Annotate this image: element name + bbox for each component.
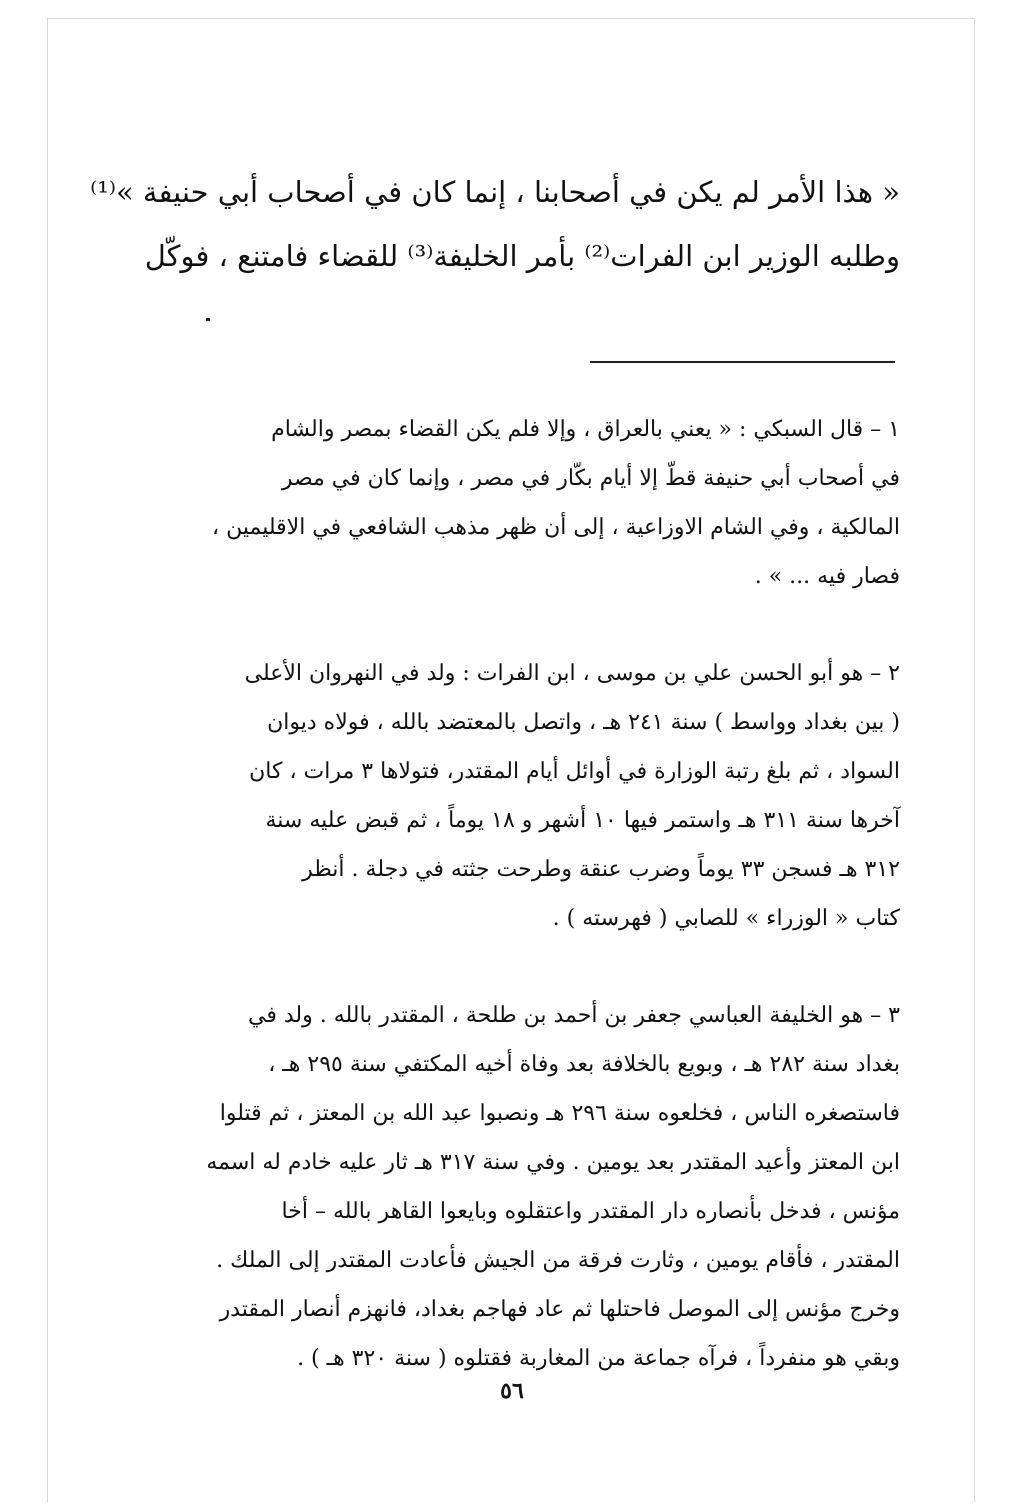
footnote-line: ابن المعتز وأعيد المقتدر بعد يومين . وفي سنة ٣١٧ هـ ثار عليه خادم له اسمه bbox=[206, 1150, 900, 1175]
footnote-line: في أصحاب أبي حنيفة قطّ إلا أيام بكّار في مصر ، وإنما كان في مصر bbox=[281, 466, 900, 491]
footnotes bbox=[110, 405, 900, 1431]
footnote-1 bbox=[110, 405, 900, 601]
footnote-line: وبقي هو منفرداً ، فرآه جماعة من المغاربة فقتلوه ( سنة ٣٢٠ هـ ) . bbox=[297, 1346, 900, 1371]
footnote-line: السواد ، ثم بلغ رتبة الوزارة في أوائل أيام المقتدر، فتولاها ٣ مرات ، كان bbox=[249, 759, 900, 784]
footnote-line: ١ – قال السبكي : « يعني بالعراق ، وإلا فلم يكن القضاء بمصر والشام bbox=[271, 417, 900, 442]
footnote-line: بغداد سنة ٢٨٢ هـ ، وبويع بالخلافة بعد وفاة أخيه المكتفي سنة ٢٩٥ هـ ، bbox=[268, 1052, 900, 1077]
footnote-line: ٢ – هو أبو الحسن علي بن موسى ، ابن الفرات : ولد في النهروان الأعلى bbox=[244, 661, 900, 686]
footnote-line: ٣١٢ هـ فسجن ٣٣ يوماً وضرب عنقة وطرحت جثته في دجلة . أنظر bbox=[302, 857, 900, 882]
footnote-2 bbox=[110, 649, 900, 943]
footnote-line: كتاب « الوزراء » للصابي ( فهرسته ) . bbox=[552, 906, 900, 931]
footnote-3 bbox=[110, 991, 900, 1383]
footnote-line: مؤنس ، فدخل بأنصاره دار المقتدر واعتقلوه وبايعوا القاهر بالله – أخا bbox=[281, 1199, 900, 1224]
ink-speck bbox=[206, 318, 210, 321]
page-number: ٥٦ bbox=[500, 1378, 524, 1404]
main-text bbox=[90, 160, 900, 288]
main-text-line: « هذا الأمر لم يكن في أصحابنا ، إنما كان في أصحاب أبي حنيفة »⁽¹⁾ bbox=[90, 175, 900, 209]
footnote-line: وخرج مؤنس إلى الموصل فاحتلها ثم عاد فهاجم بغداد، فانهزم أنصار المقتدر bbox=[219, 1297, 900, 1322]
footnote-line: فصار فيه ... » . bbox=[754, 564, 900, 589]
footnote-line: ٣ – هو الخليفة العباسي جعفر بن أحمد بن طلحة ، المقتدر بالله . ولد في bbox=[248, 1003, 900, 1028]
footnote-line: المالكية ، وفي الشام الاوزاعية ، إلى أن ظهر مذهب الشافعي في الاقليمين ، bbox=[212, 515, 900, 540]
footnote-line: فاستصغره الناس ، فخلعوه سنة ٢٩٦ هـ ونصبوا عبد الله بن المعتز ، ثم قتلوا bbox=[219, 1101, 900, 1126]
footnote-separator bbox=[590, 361, 895, 363]
footnote-line: ( بين بغداد وواسط ) سنة ٢٤١ هـ ، واتصل بالمعتضد بالله ، فولاه ديوان bbox=[267, 710, 900, 735]
footnote-line: آخرها سنة ٣١١ هـ واستمر فيها ١٠ أشهر و ١٨ يوماً ، ثم قبض عليه سنة bbox=[265, 808, 900, 833]
footnote-line: المقتدر ، فأقام يومين ، وثارت فرقة من الجيش فأعادت المقتدر إلى الملك . bbox=[216, 1248, 900, 1273]
main-text-line: وطلبه الوزير ابن الفرات⁽²⁾ بأمر الخليفة⁽³⁾ للقضاء فامتنع ، فوكّل bbox=[144, 239, 900, 273]
